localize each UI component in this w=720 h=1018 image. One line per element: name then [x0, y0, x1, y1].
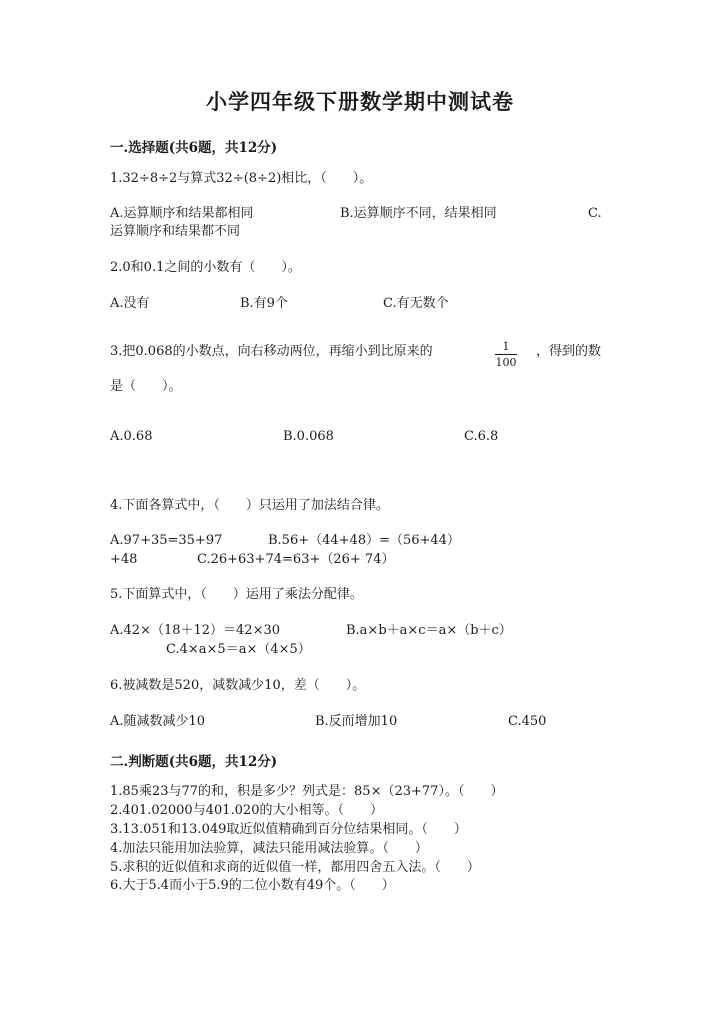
question-1-option-c-text: 运算顺序和结果都不同: [110, 224, 241, 239]
fraction-one-hundredth: [495, 340, 517, 369]
question-1-stem: 1.32÷8÷2与算式32÷(8÷2)相比，（ ）。: [110, 171, 373, 186]
page-title: 小学四年级下册数学期中测试卷: [206, 89, 514, 114]
judgment-item-2: 2.401.02000与401.020的大小相等。（ ）: [110, 803, 383, 818]
question-1-option-b: B.运算顺序不同，结果相同: [340, 206, 497, 221]
question-4-option-b-continued: +48: [110, 552, 138, 567]
judgment-item-4: 4.加法只能用加法验算，减法只能用减法验算。（ ）: [110, 841, 428, 856]
question-3-stem-part2: ，得到的数: [536, 344, 602, 359]
question-2-stem: 2.0和0.1之间的小数有（ ）。: [110, 260, 301, 275]
judgment-item-3: 3.13.051和13.049取近似值精确到百分位结果相同。（ ）: [110, 822, 467, 837]
question-5-stem: 5.下面算式中，（ ）运用了乘法分配律。: [110, 587, 363, 602]
question-1-option-c-label: C.: [588, 206, 602, 221]
judgment-item-6: 6.大于5.4而小于5.9的二位小数有49个。（ ）: [110, 878, 395, 893]
judgment-item-1: 1.85乘23与77的和，积是多少？列式是：85×（23+77）。（ ）: [110, 784, 504, 799]
question-5-option-c: C.4×a×5＝a×（4×5）: [166, 642, 311, 657]
question-2-option-c: C.有无数个: [383, 296, 449, 311]
question-4-option-b: B.56+（44+48）=（56+44）: [268, 533, 460, 548]
section-heading-choice: 一.选择题(共6题，共12分): [110, 140, 278, 156]
question-6-stem: 6.被减数是520，减数减少10，差（ ）。: [110, 678, 366, 693]
question-4-option-c: C.26+63+74=63+（26+ 74）: [197, 552, 395, 567]
question-1-option-a: A.运算顺序和结果都相同: [110, 206, 254, 221]
judgment-item-5: 5.求积的近似值和求商的近似值一样，都用四舍五入法。（ ）: [110, 860, 480, 875]
question-5-option-b: B.a×b＋a×c＝a×（b＋c）: [346, 623, 512, 638]
question-2-option-b: B.有9个: [240, 296, 288, 311]
question-3-option-a: A.0.68: [110, 429, 153, 444]
question-6-option-a: A.随减数减少10: [110, 714, 206, 729]
question-3-stem-line2: 是（ ）。: [110, 379, 182, 394]
question-3-stem-part1: 3.把0.068的小数点，向右移动两位，再缩小到比原来的: [110, 344, 433, 359]
question-3-option-b: B.0.068: [283, 429, 334, 444]
question-6-option-b: B.反而增加10: [315, 714, 398, 729]
question-2-option-a: A.没有: [110, 296, 150, 311]
section-heading-judgment: 二.判断题(共6题，共12分): [110, 754, 278, 770]
fraction-numerator: 1: [495, 340, 517, 355]
question-4-stem: 4.下面各算式中，（ ）只运用了加法结合律。: [110, 498, 389, 513]
question-3-option-c: C.6.8: [464, 429, 499, 444]
question-6-option-c: C.450: [508, 714, 547, 729]
question-5-option-a: A.42×（18＋12）＝42×30: [110, 623, 281, 638]
fraction-denominator: 100: [495, 356, 517, 369]
question-4-option-a: A.97+35=35+97: [110, 533, 223, 548]
